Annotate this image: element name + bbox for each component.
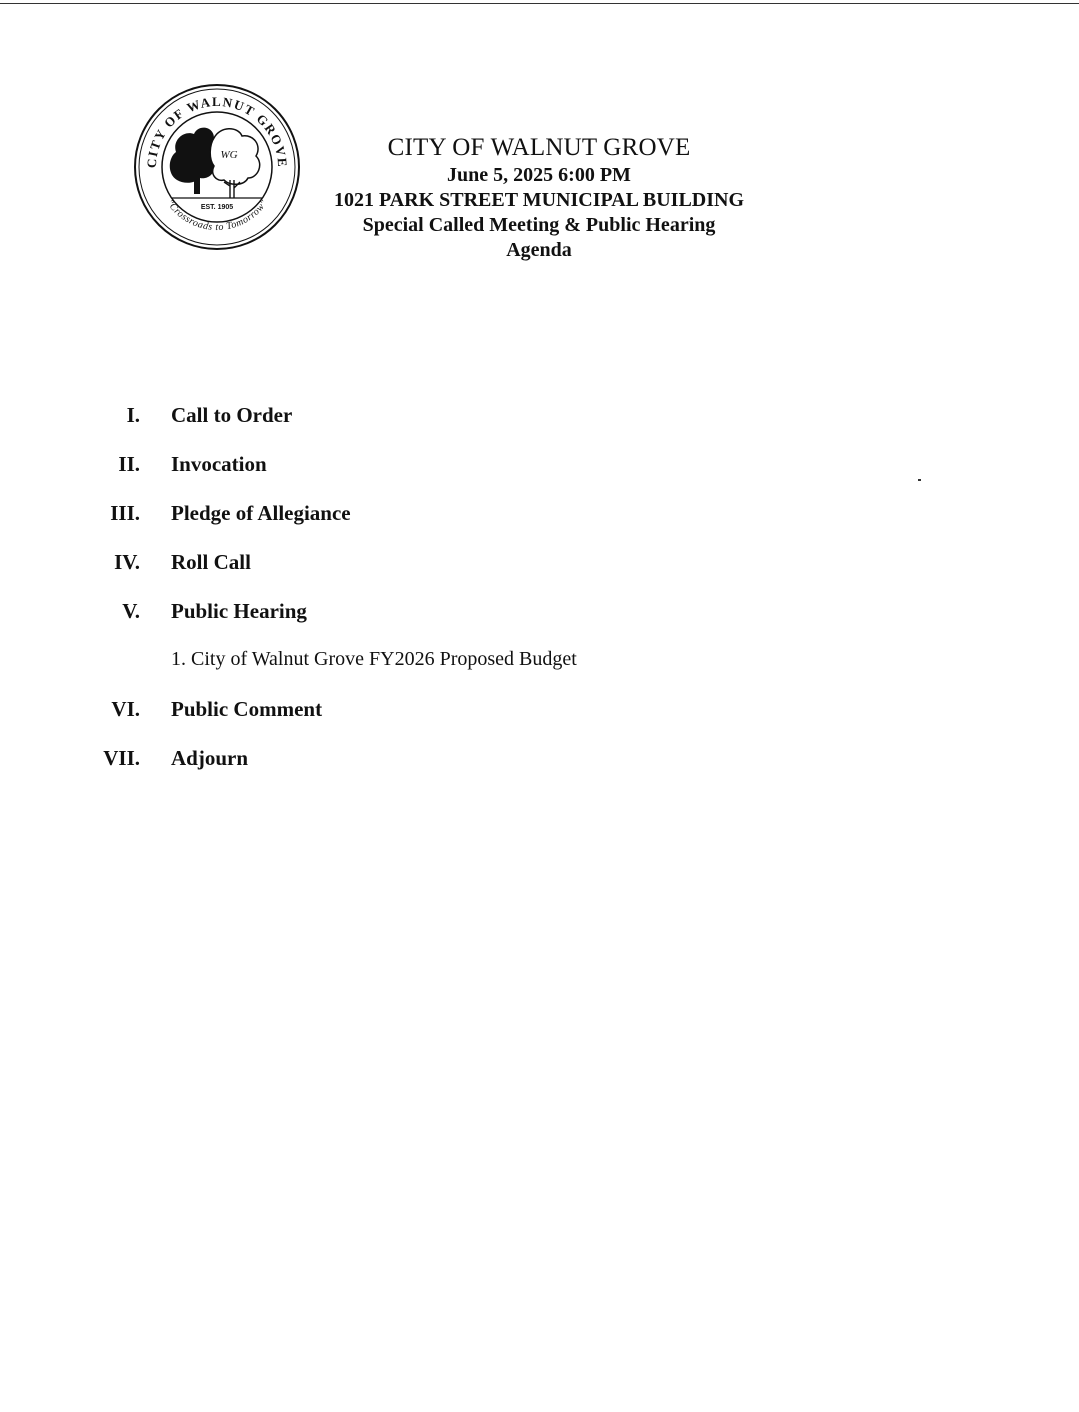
agenda-item-number: II. (118, 452, 140, 476)
agenda-item-label: Adjourn (171, 746, 249, 770)
svg-text:WG: WG (220, 149, 238, 161)
agenda-item (0, 697, 1079, 746)
svg-text:EST. 1905: EST. 1905 (200, 204, 234, 211)
svg-text:CITY OF WALNUT GROVE: CITY OF WALNUT GROVE (143, 94, 291, 169)
meeting-location: 1021 PARK STREET MUNICIPAL BUILDING (333, 189, 745, 211)
agenda-item (0, 403, 1079, 452)
city-title: CITY OF WALNUT GROVE (387, 134, 691, 161)
agenda-subitem (0, 648, 1079, 697)
document-title: Agenda (506, 239, 572, 261)
agenda-item-label: Roll Call (171, 550, 251, 574)
agenda-item-number: IV. (114, 550, 140, 574)
agenda-subitem-label: 1. City of Walnut Grove FY2026 Proposed Budget (171, 648, 577, 670)
svg-text:"Crossroads to Tomorrow": "Crossroads to Tomorrow" (164, 197, 270, 234)
agenda-header (300, 133, 778, 263)
agenda-item-label: Pledge of Allegiance (171, 501, 351, 525)
agenda-item (0, 599, 1079, 648)
agenda-item-number: VI. (111, 697, 140, 721)
agenda-list (0, 403, 1079, 795)
agenda-item-label: Public Comment (171, 697, 323, 721)
agenda-item (0, 452, 1079, 501)
agenda-item-number: V. (122, 599, 140, 623)
agenda-item-label: Call to Order (171, 403, 293, 427)
city-seal-logo (132, 82, 302, 252)
agenda-item-number: III. (110, 501, 140, 525)
agenda-item-label: Invocation (171, 452, 267, 476)
agenda-item-number: VII. (103, 746, 140, 770)
meeting-type: Special Called Meeting & Public Hearing (362, 214, 716, 236)
agenda-item (0, 501, 1079, 550)
agenda-item (0, 746, 1079, 795)
top-rule (0, 3, 1079, 4)
agenda-item (0, 550, 1079, 599)
meeting-datetime: June 5, 2025 6:00 PM (447, 164, 631, 186)
agenda-item-number: I. (126, 403, 140, 427)
agenda-item-label: Public Hearing (171, 599, 307, 623)
